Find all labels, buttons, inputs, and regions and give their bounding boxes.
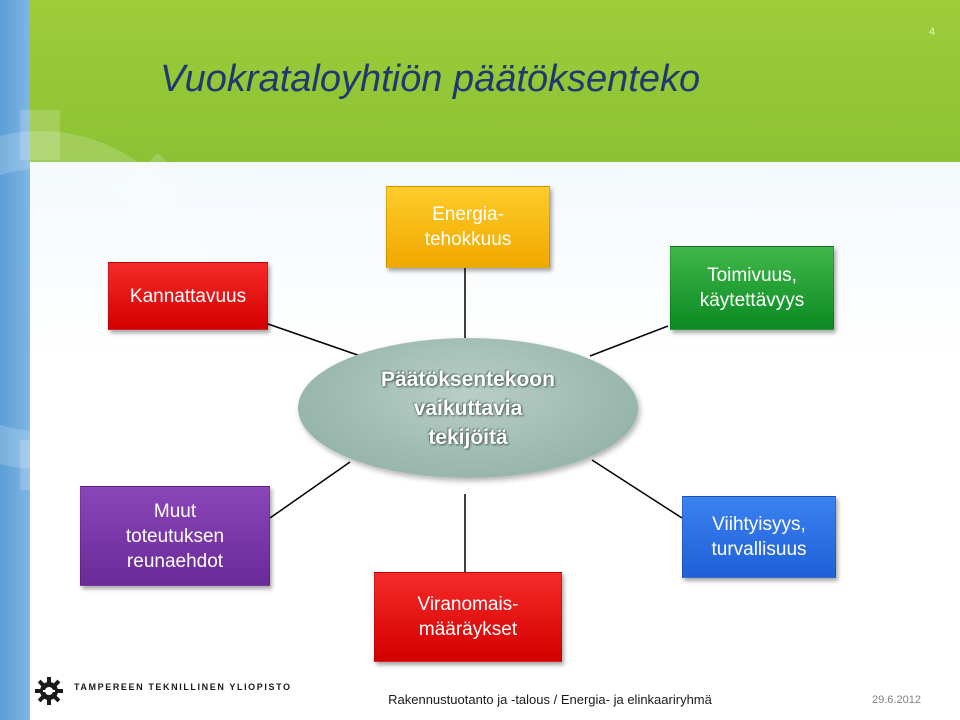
center-ellipse xyxy=(298,338,638,478)
tut-gear-logo-icon xyxy=(34,676,64,706)
node-viihtyisyys-label: Viihtyisyys, turvallisuus xyxy=(711,514,807,560)
node-kannattavuus xyxy=(108,262,268,330)
node-kannattavuus-label: Kannattavuus xyxy=(129,285,247,307)
node-muut-reunaehdot xyxy=(80,486,270,586)
center-label: Päätöksentekoon vaikuttavia tekijöitä xyxy=(381,367,555,449)
node-toimivuus-label: Toimivuus, käytettävyys xyxy=(699,265,805,311)
node-viihtyisyys xyxy=(682,496,836,578)
node-energiatehokkuus-label: Energia- tehokkuus xyxy=(424,204,512,250)
slide-title: Vuokrataloyhtiön päätöksenteko xyxy=(160,58,701,100)
node-viranomaismaaraykset xyxy=(374,572,562,662)
connector-toimivuus xyxy=(590,326,668,356)
slide-number: 4 xyxy=(928,26,936,38)
connector-viihtyisyys xyxy=(592,460,682,518)
footer-organization: TAMPEREEN TEKNILLINEN YLIOPISTO xyxy=(74,682,292,692)
footer-date: 29.6.2012 xyxy=(872,694,921,706)
connector-muut xyxy=(270,462,350,518)
node-muut-reunaehdot-label: Muut toteutuksen reunaehdot xyxy=(125,500,225,572)
node-viranomaismaaraykset-label: Viranomais- määräykset xyxy=(417,594,519,640)
footer-department: Rakennustuotanto ja -talous / Energia- ja elinkaariryhmä xyxy=(388,692,712,707)
node-energiatehokkuus xyxy=(386,186,550,268)
node-toimivuus xyxy=(670,246,834,330)
